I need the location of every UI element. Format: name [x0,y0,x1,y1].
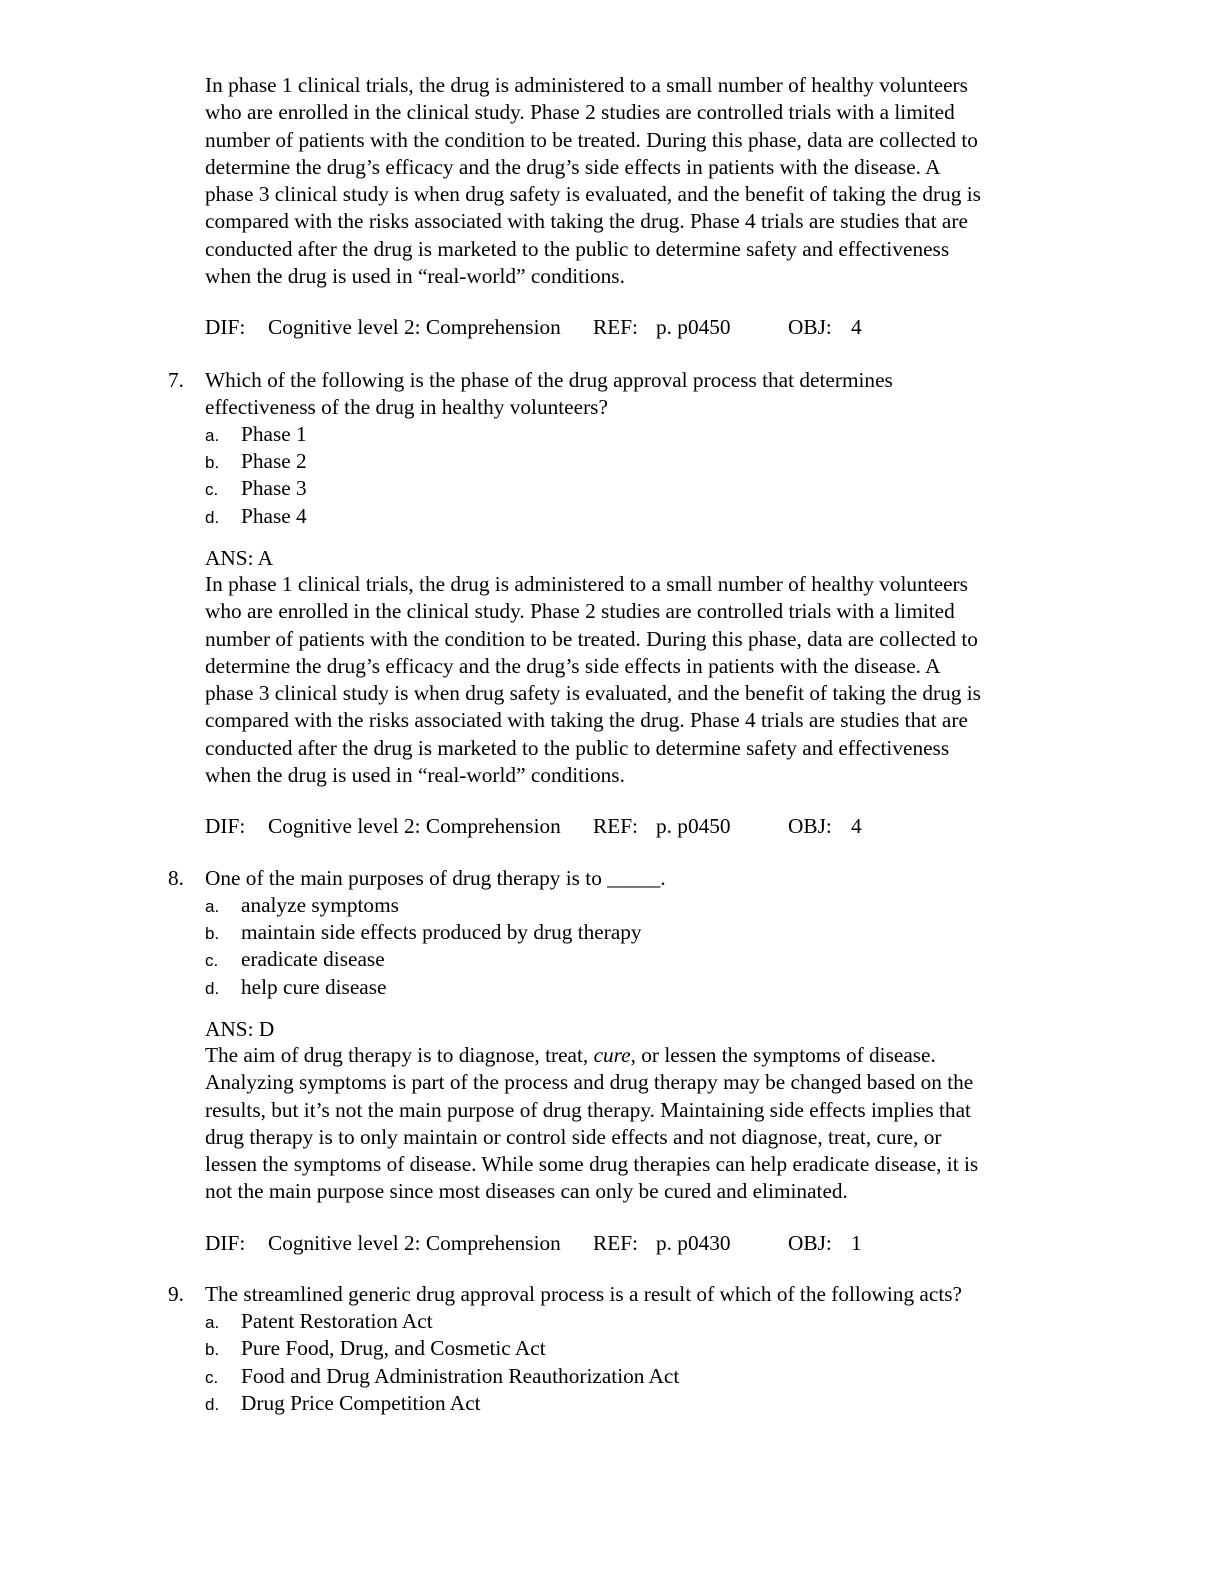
option-letter: b. [205,453,220,472]
answer-key: ANS: D [205,1017,275,1041]
rationale-line: who are enrolled in the clinical study. Phase 2 studies are controlled trials with a limited [205,599,955,624]
question-stem-line: effectiveness of the drug in healthy volunteers? [205,395,608,420]
dif-value: Cognitive level 2: Comprehension [268,1231,561,1255]
obj-label: OBJ: [788,315,832,339]
option-letter: d. [205,508,220,527]
option-text: Patent Restoration Act [241,1309,433,1333]
rationale-line: when the drug is used in “real-world” conditions. [205,264,625,289]
question-number: 8. [168,866,184,890]
rationale-line: In phase 1 clinical trials, the drug is administered to a small number of healthy volunteers [205,73,968,97]
rationale-line: phase 3 clinical study is when drug safety is evaluated, and the benefit of taking the drug is [205,182,981,207]
option-letter: c. [205,951,219,970]
answer-key: ANS: A [205,546,274,570]
obj-value: 4 [851,315,862,339]
option-letter: d. [205,1395,220,1414]
option-text: help cure disease [241,975,387,999]
option-letter: c. [205,1368,219,1387]
rationale-line: compared with the risks associated with taking the drug. Phase 4 trials are studies that are [205,708,968,733]
option-letter: a. [205,897,220,916]
rationale-paragraph [205,72,1085,290]
option-text: Drug Price Competition Act [241,1391,481,1415]
rationale-text: The aim of drug therapy is to diagnose, treat, [205,1043,594,1067]
question-number: 9. [168,1282,184,1306]
question-stem [205,865,666,892]
rationale-line: who are enrolled in the clinical study. Phase 2 studies are controlled trials with a limited [205,100,955,125]
rationale-line: In phase 1 clinical trials, the drug is administered to a small number of healthy volunteers [205,572,968,596]
option-text: Phase 2 [241,449,307,473]
rationale-line: not the main purpose since most diseases can only be cured and eliminated. [205,1179,848,1204]
dif-label: DIF: [205,315,246,339]
option-letter: a. [205,426,220,445]
option-letter: a. [205,1313,220,1332]
rationale-line: conducted after the drug is marketed to the public to determine safety and effectiveness [205,236,950,261]
dif-value: Cognitive level 2: Comprehension [268,814,561,838]
obj-value: 4 [851,814,862,838]
rationale-line: determine the drug’s efficacy and the drug’s side effects in patients with the disease. A [205,653,941,678]
option-letter: b. [205,1340,220,1359]
question-number: 7. [168,368,184,392]
rationale-paragraph [205,571,1085,789]
option-text: Phase 4 [241,504,307,528]
rationale-line: results, but it’s not the main purpose of drug therapy. Maintaining side effects implies that [205,1097,971,1122]
question-stem-line: One of the main purposes of drug therapy is to _____. [205,866,666,890]
ref-value: p. p0430 [656,1231,731,1255]
option-text: Pure Food, Drug, and Cosmetic Act [241,1336,546,1360]
rationale-line: number of patients with the condition to be treated. During this phase, data are collected to [205,626,978,651]
rationale-line: phase 3 clinical study is when drug safety is evaluated, and the benefit of taking the drug is [205,681,981,706]
rationale-paragraph [205,1042,1085,1206]
option-letter: d. [205,979,220,998]
obj-label: OBJ: [788,1231,832,1255]
option-text: analyze symptoms [241,893,399,917]
question-stem [205,1281,962,1308]
rationale-line: drug therapy is to only maintain or control side effects and not diagnose, treat, cure, or [205,1124,942,1149]
rationale-line: number of patients with the condition to be treated. During this phase, data are collected to [205,127,978,152]
option-text: Phase 3 [241,476,307,500]
obj-label: OBJ: [788,814,832,838]
option-letter: c. [205,480,219,499]
rationale-line: lessen the symptoms of disease. While some drug therapies can help eradicate disease, it is [205,1152,979,1177]
option-text: Food and Drug Administration Reauthorization Act [241,1364,680,1388]
option-text: maintain side effects produced by drug therapy [241,920,642,944]
option-text: Phase 1 [241,422,307,446]
rationale-text: , or lessen the symptoms of disease. [630,1043,936,1067]
question-stem-line: Which of the following is the phase of the drug approval process that determines [205,368,893,392]
rationale-line: Analyzing symptoms is part of the process and drug therapy may be changed based on the [205,1070,974,1095]
ref-value: p. p0450 [656,315,731,339]
question-stem [205,367,893,422]
dif-label: DIF: [205,814,246,838]
rationale-line: conducted after the drug is marketed to the public to determine safety and effectiveness [205,735,950,760]
rationale-line: when the drug is used in “real-world” conditions. [205,763,625,788]
question-stem-line: The streamlined generic drug approval process is a result of which of the following acts? [205,1282,962,1306]
rationale-line: determine the drug’s efficacy and the drug’s side effects in patients with the disease. A [205,154,941,179]
option-text: eradicate disease [241,947,385,971]
ref-value: p. p0450 [656,814,731,838]
rationale-line [205,1042,1085,1069]
dif-label: DIF: [205,1231,246,1255]
ref-label: REF: [593,315,638,339]
obj-value: 1 [851,1231,862,1255]
ref-label: REF: [593,814,638,838]
rationale-line: compared with the risks associated with taking the drug. Phase 4 trials are studies that are [205,209,968,234]
rationale-emphasis: cure [593,1043,631,1067]
dif-value: Cognitive level 2: Comprehension [268,315,561,339]
option-letter: b. [205,924,220,943]
ref-label: REF: [593,1231,638,1255]
